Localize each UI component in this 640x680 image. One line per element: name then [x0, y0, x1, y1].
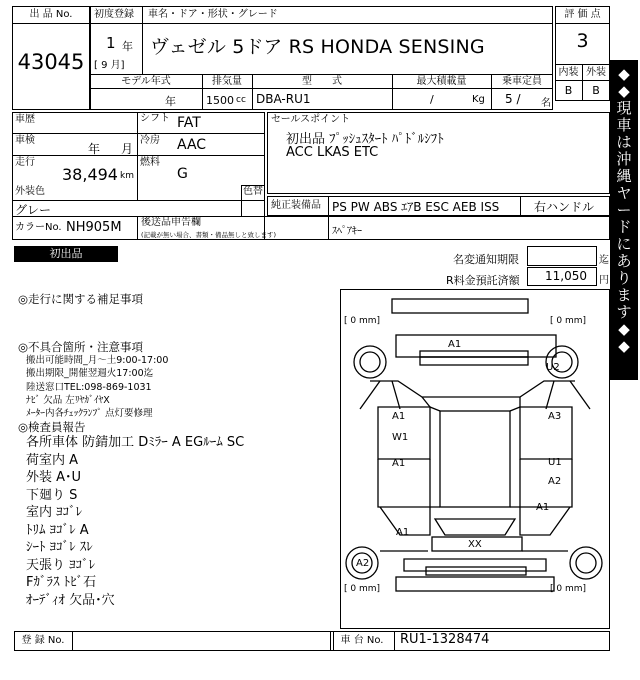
banner-char: ド [616, 218, 632, 236]
year-unit: 年 [122, 40, 133, 53]
note-line: 各所車体 防錆加工 Dﾐﾗｰ A EGﾙｰﾑ SC [26, 435, 245, 451]
banner-char: り [616, 269, 632, 287]
supplement-title: ◎走行に関する補足事項 [18, 292, 144, 306]
banner-char: ◆ [618, 82, 630, 100]
note-line: 搬出期限_開催翌週火17:00迄 [26, 368, 154, 380]
displacement-label: 排気量 [212, 76, 242, 87]
note-line: 外装 A･U [26, 470, 82, 486]
tire-front-left: [ 0 mm] [344, 316, 381, 326]
sales-point-line-1: 初出品 ﾌﾟｯｼｭｽﾀｰﾄ ﾊﾟﾄﾞﾙｼﾌﾄ [286, 132, 444, 147]
exterior-color: グレー [15, 203, 52, 217]
inspection-label: 車検 [15, 135, 35, 146]
exterior-color-label: 外装色 [15, 186, 45, 197]
mark-w1: W1 [392, 432, 409, 443]
inspection-month-unit: 月 [121, 142, 134, 156]
model-year-unit: 年 [165, 95, 176, 108]
banner-char: す [616, 303, 632, 321]
score-label: 評 価 点 [564, 9, 601, 20]
steering-side: 右ハンドル [534, 200, 595, 214]
recycle-value: 11,050 [545, 269, 587, 283]
note-line: Fｶﾞﾗｽ ﾄﾋﾞ石 [26, 575, 97, 591]
note-line: 室内 ﾖｺﾞﾚ [26, 505, 83, 521]
shift: FAT [177, 115, 201, 131]
registration-label: 登 録 No. [21, 635, 65, 646]
banner-char: 現 [616, 99, 632, 117]
mileage: 38,494 [62, 165, 118, 184]
inspector-title: ◎検査員報告 [18, 420, 86, 435]
deadline-value [527, 246, 597, 266]
lot-number: 43045 [17, 50, 85, 74]
inspection-year-unit: 年 [88, 142, 101, 156]
shift-label: シフト [140, 113, 170, 124]
banner-char: は [616, 133, 632, 151]
color-no: NH905M [66, 220, 122, 235]
first-registration-label: 初度登録 [94, 9, 134, 20]
banner-char: ヤ [616, 184, 632, 202]
mark-a2-wheel: A2 [356, 558, 370, 569]
chassis-number: RU1-1328474 [400, 632, 490, 647]
banner-char: ー [616, 201, 632, 219]
interior-score: B [564, 84, 573, 97]
mark-a1-left-2: A1 [392, 458, 406, 469]
sales-point-label: セールスポイント [271, 114, 351, 125]
mark-a2: A2 [548, 476, 562, 487]
mark-a1-top: A1 [448, 339, 462, 350]
first-registration-month: [ 9 月] [94, 60, 125, 71]
max-load-slash: / [430, 93, 434, 106]
mark-a1-left: A1 [392, 411, 406, 422]
tire-rear-right: [ 0 mm] [550, 584, 587, 594]
note-line: ｵｰﾃﾞｨｵ 欠品･穴 [26, 592, 115, 608]
tire-rear-left: [ 0 mm] [344, 584, 381, 594]
mark-u1: U1 [548, 457, 562, 468]
banner-char: に [616, 235, 632, 253]
note-line: ﾒｰﾀｰ内各ﾁｪｯｸﾗﾝﾌﾟ 点灯要修理 [26, 408, 153, 420]
banner-char: ま [616, 286, 632, 304]
capacity-label: 乗車定員 [502, 76, 542, 87]
mark-a1-right: A1 [536, 502, 550, 513]
tire-front-right: [ 0 mm] [550, 316, 587, 326]
history-label: 車歴 [15, 114, 35, 125]
color-change-label: 色替 [243, 186, 263, 197]
note-line: 下廻り S [26, 487, 78, 503]
exterior-label: 外装 [586, 67, 606, 78]
equipment-label: 純正装備品 [271, 200, 321, 211]
defects-title: ◎不具合箇所・注意事項 [18, 340, 144, 354]
banner-char: 縄 [616, 167, 632, 185]
first-registration-year: 1 [106, 34, 116, 52]
mark-xx: XX [468, 539, 482, 550]
note-line: ｼｰﾄ ﾖｺﾞﾚ ｽﾚ [26, 540, 93, 556]
type-label: 型 式 [302, 76, 342, 87]
equipment-items: PS PW ABS ｴｱB ESC AEB ISS [332, 200, 500, 214]
inspector-list [18, 434, 338, 609]
after-delivery-note: (記載が無い場合、書類・備品無しと致します) [141, 231, 277, 239]
note-line: 陸送窓口TEL:098-869-1031 [26, 381, 152, 393]
note-line: 天張り ﾖｺﾞﾚ [26, 557, 96, 573]
banner-char: ◆ [618, 65, 630, 83]
sales-point-line-2: ACC LKAS ETC [286, 145, 379, 160]
fuel-label: 燃料 [140, 157, 160, 168]
max-load-label: 最大積載量 [416, 76, 467, 87]
mark-a3: A3 [548, 411, 562, 422]
note-line: ﾄﾘﾑ ﾖｺﾞﾚ A [26, 522, 89, 538]
mileage-label: 走行 [15, 157, 35, 168]
first-listing-badge: 初出品 [14, 246, 118, 262]
after-delivery-label: 後送品申告欄 [141, 217, 201, 228]
displacement-unit: cc [236, 95, 246, 105]
displacement: 1500 [206, 94, 234, 107]
chassis-label: 車 台 No. [340, 635, 384, 646]
defects-list [18, 354, 338, 420]
deadline-label: 名変通知期限 [453, 253, 519, 266]
mark-a1-lower-left: A1 [396, 527, 410, 538]
model-year-label: モデル年式 [121, 76, 171, 87]
note-line: 搬出可能時間_月～土9:00-17:00 [26, 355, 169, 366]
score: 3 [576, 30, 589, 52]
ac: AAC [177, 137, 207, 153]
exterior-score: B [592, 84, 600, 97]
recycle-label: R料金預託済額 [446, 274, 520, 287]
banner-char: あ [616, 252, 632, 270]
color-no-label: カラーNo. [15, 222, 62, 233]
mark-u2: U2 [546, 362, 560, 373]
banner-char: 車 [616, 116, 632, 134]
car-damage-diagram [340, 289, 610, 629]
location-banner [610, 60, 638, 380]
recycle-unit: 円 [599, 275, 609, 286]
car-name-label: 車名・ドア・形状・グレード [148, 9, 278, 20]
capacity-unit: 名 [541, 98, 551, 109]
fuel: G [177, 166, 188, 182]
mileage-unit: km [120, 171, 134, 181]
note-line: 荷室内 A [26, 452, 79, 468]
deadline-unit: 迄 [599, 255, 609, 266]
ac-label: 冷房 [140, 135, 160, 146]
lot-label: 出 品 No. [29, 9, 73, 20]
banner-char: ◆ [618, 337, 630, 355]
max-load-unit: Kg [472, 94, 485, 105]
capacity: 5 / [505, 92, 521, 106]
interior-label: 内装 [558, 67, 579, 78]
notes-panel [18, 292, 338, 609]
after-delivery-value: ｽﾍﾟｱｷｰ [332, 226, 362, 237]
banner-char: ◆ [618, 320, 630, 338]
car-name: ヴェゼル 5ドア RS HONDA SENSING [150, 36, 485, 58]
note-line: ﾅﾋﾞ 欠品 左ﾘﾔｶﾞｲﾔX [26, 394, 110, 406]
type: DBA-RU1 [256, 92, 311, 106]
banner-char: 沖 [616, 150, 632, 168]
